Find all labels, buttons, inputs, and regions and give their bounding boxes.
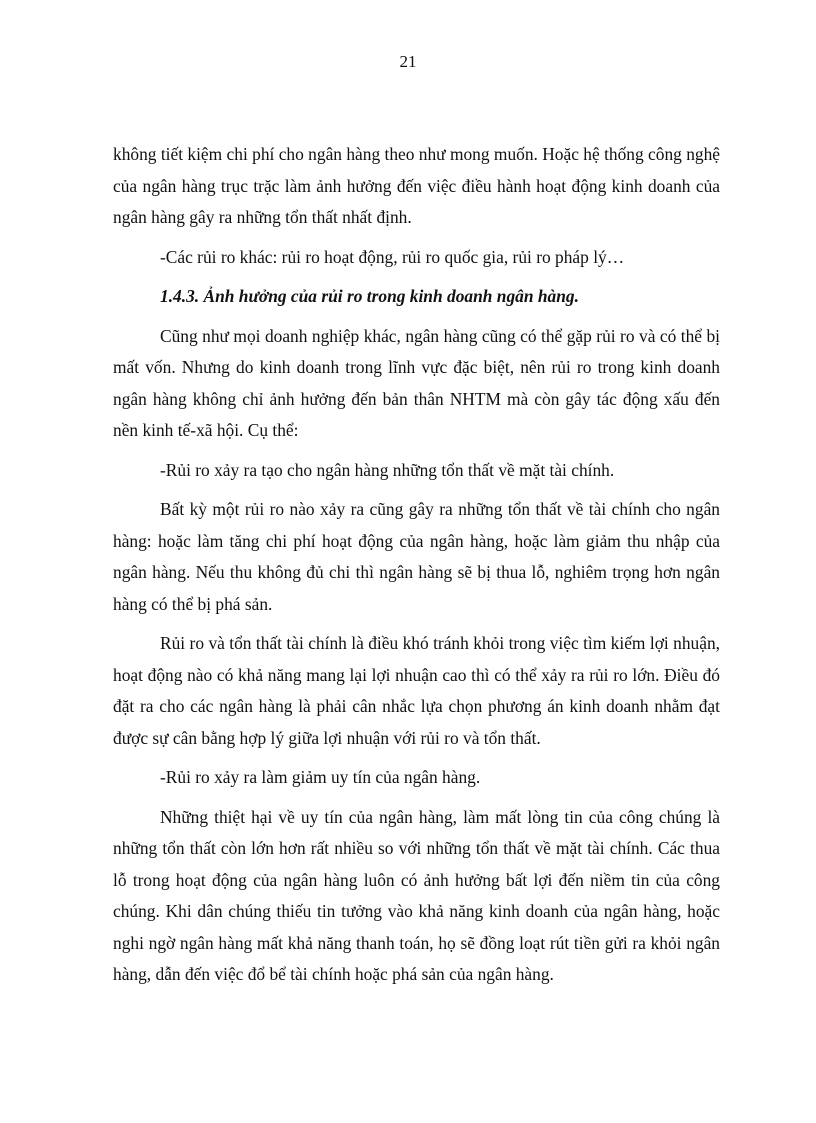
paragraph: Bất kỳ một rủi ro nào xảy ra cũng gây ra những tổn thất về tài chính cho ngân hàng: hoặc làm tăng chi phí hoạt động của ngân hàng, hoặc làm giảm thu nhập của ngân hàng. Nếu thu không đủ chi thì ngân hàng sẽ bị thua lỗ, nghiêm trọng hơn ngân hàng có thể bị phá sản. <box>113 499 720 614</box>
paragraph: Cũng như mọi doanh nghiệp khác, ngân hàng cũng có thể gặp rủi ro và có thể bị mất vốn. Nhưng do kinh doanh trong lĩnh vực đặc biệt, nên rủi ro trong kinh doanh ngân hàng không chỉ ảnh hưởng đến bản thân NHTM mà còn gây tác động xấu đến nền kinh tế-xã hội. Cụ thể: <box>113 325 720 440</box>
page-number: 21 <box>399 52 417 71</box>
paragraph: không tiết kiệm chi phí cho ngân hàng theo như mong muốn. Hoặc hệ thống công nghệ của ngân hàng trục trặc làm ảnh hưởng đến việc điều hành hoạt động kinh doanh của ngân hàng gây ra những tổn thất nhất định. <box>113 144 720 227</box>
paragraph: -Rủi ro xảy ra tạo cho ngân hàng những tổn thất về mặt tài chính. <box>160 459 615 480</box>
paragraph: Những thiệt hại về uy tín của ngân hàng, làm mất lòng tin của công chúng là những tổn thất còn lớn hơn rất nhiều so với những tổn thất về mặt tài chính. Các thua lỗ trong hoạt động của ngân hàng luôn có ảnh hưởng bất lợi đến niềm tin của công chúng. Khi dân chúng thiếu tin tưởng vào khả năng kinh doanh của ngân hàng, hoặc nghi ngờ ngân hàng mất khả năng thanh toán, họ sẽ đồng loạt rút tiền gửi ra khỏi ngân hàng, dẫn đến việc đổ bể tài chính hoặc phá sản của ngân hàng. <box>113 806 720 984</box>
paragraph: -Rủi ro xảy ra làm giảm uy tín của ngân hàng. <box>160 767 481 787</box>
paragraph: Rủi ro và tổn thất tài chính là điều khó tránh khỏi trong việc tìm kiếm lợi nhuận, hoạt động nào có khả năng mang lại lợi nhuận cao thì có thể xảy ra rủi ro lớn. Điều đó đặt ra cho các ngân hàng là phải cân nhắc lựa chọn phương án kinh doanh nhằm đạt được sự cân bằng hợp lý giữa lợi nhuận với rủi ro và tổn thất. <box>113 633 720 748</box>
section-heading: 1.4.3. Ảnh hưởng của rủi ro trong kinh doanh ngân hàng. <box>160 286 579 306</box>
paragraph: -Các rủi ro khác: rủi ro hoạt động, rủi ro quốc gia, rủi ro pháp lý… <box>160 246 625 267</box>
document-body <box>113 139 720 999</box>
